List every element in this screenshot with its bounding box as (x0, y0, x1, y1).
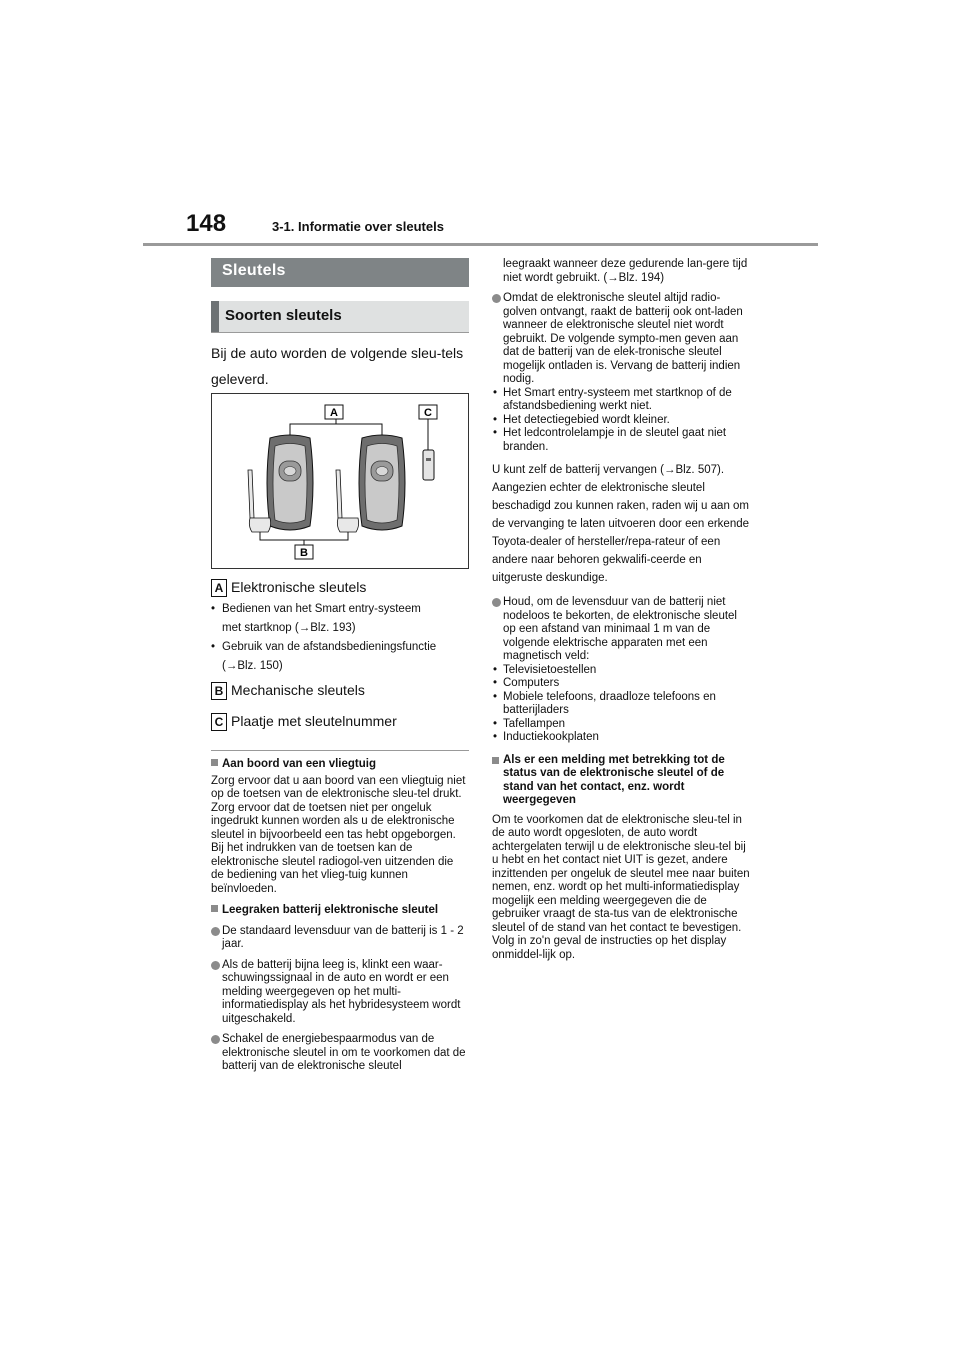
device-item-2: • Computers (493, 677, 560, 689)
flight-text: Zorg ervoor dat u aan boord van een vliegtuig niet op de toetsen van de elektronische sleu-tel drukt. Zorg ervoor dat de toetsen niet per ongeluk ingedrukt kunnen worden als u de elektronische sleutel in bijvoorbeeld een tas hebt opgeborgen. Bij het indrukken van de toetsen kan de elektronische sleutel radiogol-ven uitzenden die de bediening van het vlieg-tuig kunnen beïnvloeden. (211, 774, 466, 895)
figure-label-b: B (300, 547, 308, 559)
key-sub-line-1a: Bedienen van het Smart entry-systeem (222, 603, 421, 615)
device-item-4: • Tafellampen (493, 717, 566, 730)
flight-heading: Aan boord van een vliegtuig (211, 758, 469, 772)
intro-text: Bij de auto worden de volgende sleu-tels geleverd. (211, 345, 464, 387)
key-label-a: Elektronische sleutels (231, 579, 367, 595)
circle-bullet-icon (492, 598, 501, 607)
bullet-dot: • (211, 603, 216, 615)
key-sub-line-2a: Gebruik van de afstandsbedieningsfunctie (222, 641, 437, 653)
figure-label-a: A (330, 407, 338, 419)
key-illustration (211, 393, 469, 569)
bullet-dot: • (493, 427, 498, 439)
right-notes-column (492, 258, 750, 962)
replace-text: U kunt zelf de batterij vervangen (→Blz. 507). Aangezien echter de elektronische sleutel beschadigd zou kunnen raken, raden wij u aan om de vervanging te laten uitvoeren door een erkende Toyota-dealer of hersteller/repa-rateur of een andere naar behoren gekwalifi-ceerde en uitgeruste deskundige. (492, 464, 750, 584)
electronic-key-right (359, 435, 405, 530)
key-item-c (211, 713, 469, 731)
key-item-a (211, 579, 469, 597)
symptom-item-1: • Het Smart entry-systeem met startknop of de afstandsbediening werkt niet. (493, 386, 732, 412)
battery-heading: Leegraken batterij elektronische sleutel (211, 904, 469, 918)
device-item-5: • Inductiekookplaten (493, 731, 599, 743)
subtitle-band-marker (211, 301, 219, 332)
circle-bullet-icon (211, 1035, 220, 1044)
header-rule (143, 243, 818, 246)
key-sub-item-1 (211, 600, 469, 638)
distance-bullet: Houd, om de levensduur van de batterij niet nodeloos te bekorten, de elektronische sleutel op een afstand van minimaal 1 m van de volgende elektrische apparaten met een magnetisch veld: (492, 596, 750, 664)
subtitle-band-text: Soorten sleutels (225, 307, 342, 324)
bullet-dot: • (493, 717, 498, 730)
symptom-item-3: • Het ledcontrolelampje in de sleutel gaat niet branden. (493, 427, 727, 453)
circle-bullet-icon (211, 927, 220, 936)
section-title: 3-1. Informatie over sleutels (272, 219, 444, 234)
key-illustration-svg (212, 394, 468, 568)
radio-bullet: Omdat de elektronische sleutel altijd radio-golven ontvangt, raakt de batterij ook ont-laden wanneer de elektronische sleutel niet wordt gebruikt. De volgende sympto-men geven aan dat de batterij van de elek-tronische sleutel mogelijk ontladen is. Vervang de batterij indien nodig. (492, 292, 750, 387)
square-bullet-icon (492, 757, 499, 764)
figure-label-c: C (424, 407, 432, 419)
symptom-item-2: • Het detectiegebied wordt kleiner. (493, 413, 670, 426)
battery-bullet-1: De standaard levensduur van de batterij is 1 - 2 jaar. (211, 925, 469, 952)
message-text: Om te voorkomen dat de elektronische sleu-tel in de auto wordt opgesloten, de auto wordt achtergelaten terwijl u de elektronische sleu-tel bij u hebt en het contact niet UIT is gezet, andere inzittenden per ongeluk de sleutel mee naar buiten nemen, enz. wordt op het multi-informatiedisplay mogelijk een melding weergegeven die de gebruiker vraagt de sta-tus van de elektronische sleutel of de stand van het contact te bevestigen. Volg in zo'n geval de instructies op het display onmiddel-lijk op. (492, 813, 750, 961)
bullet-dot: • (493, 663, 498, 676)
message-heading: Als er een melding met betrekking tot de status van de elektronische sleutel of de stand van het contact, enz. wordt weergegeven (492, 754, 750, 808)
key-letter-b: B (211, 682, 227, 700)
square-bullet-icon (211, 905, 218, 912)
left-notes-column (211, 758, 469, 1074)
title-band (211, 258, 469, 287)
electronic-key-left (267, 435, 313, 530)
bullet-dot: • (211, 641, 216, 653)
bullet-dot: • (493, 690, 498, 703)
device-item-1: • Televisietoestellen (493, 663, 597, 676)
bullet-dot: • (493, 413, 498, 426)
subtitle-band (211, 301, 469, 333)
bullet-dot: • (493, 677, 498, 689)
continuation-text: leegraakt wanneer deze gedurende lan-gere tijd niet wordt gebruikt. (→Blz. 194) (503, 258, 748, 284)
section-divider (211, 750, 469, 751)
battery-bullet-3: Schakel de energiebespaarmodus van de elektronische sleutel in om te voorkomen dat de batterij van de elektronische sleutel (211, 1033, 469, 1074)
key-letter-a: A (211, 579, 227, 597)
bullet-dot: • (493, 386, 498, 399)
key-label-b: Mechanische sleutels (231, 682, 365, 698)
circle-bullet-icon (211, 961, 220, 970)
key-sub-line-2b: (→Blz. 150) (222, 660, 283, 672)
key-item-b (211, 682, 469, 700)
key-label-c: Plaatje met sleutelnummer (231, 713, 397, 729)
key-letter-c: C (211, 713, 227, 731)
mechanical-key-right (336, 470, 359, 532)
bullet-dot: • (493, 731, 498, 743)
device-item-3: • Mobiele telefoons, draadloze telefoons en batterijladers (493, 690, 716, 716)
battery-bullet-2: Als de batterij bijna leeg is, klinkt een waar-schuwingssignaal in de auto en wordt er een melding weergegeven op het multi-informatiedisplay als het hybridesysteem wordt uitgeschakeld. (211, 959, 469, 1027)
key-sub-item-2 (211, 638, 469, 676)
title-band-text: Sleutels (222, 262, 286, 279)
key-sub-line-1b: met startknop (→Blz. 193) (222, 622, 356, 634)
circle-bullet-icon (492, 294, 501, 303)
square-bullet-icon (211, 759, 218, 766)
page-number: 148 (186, 210, 227, 237)
